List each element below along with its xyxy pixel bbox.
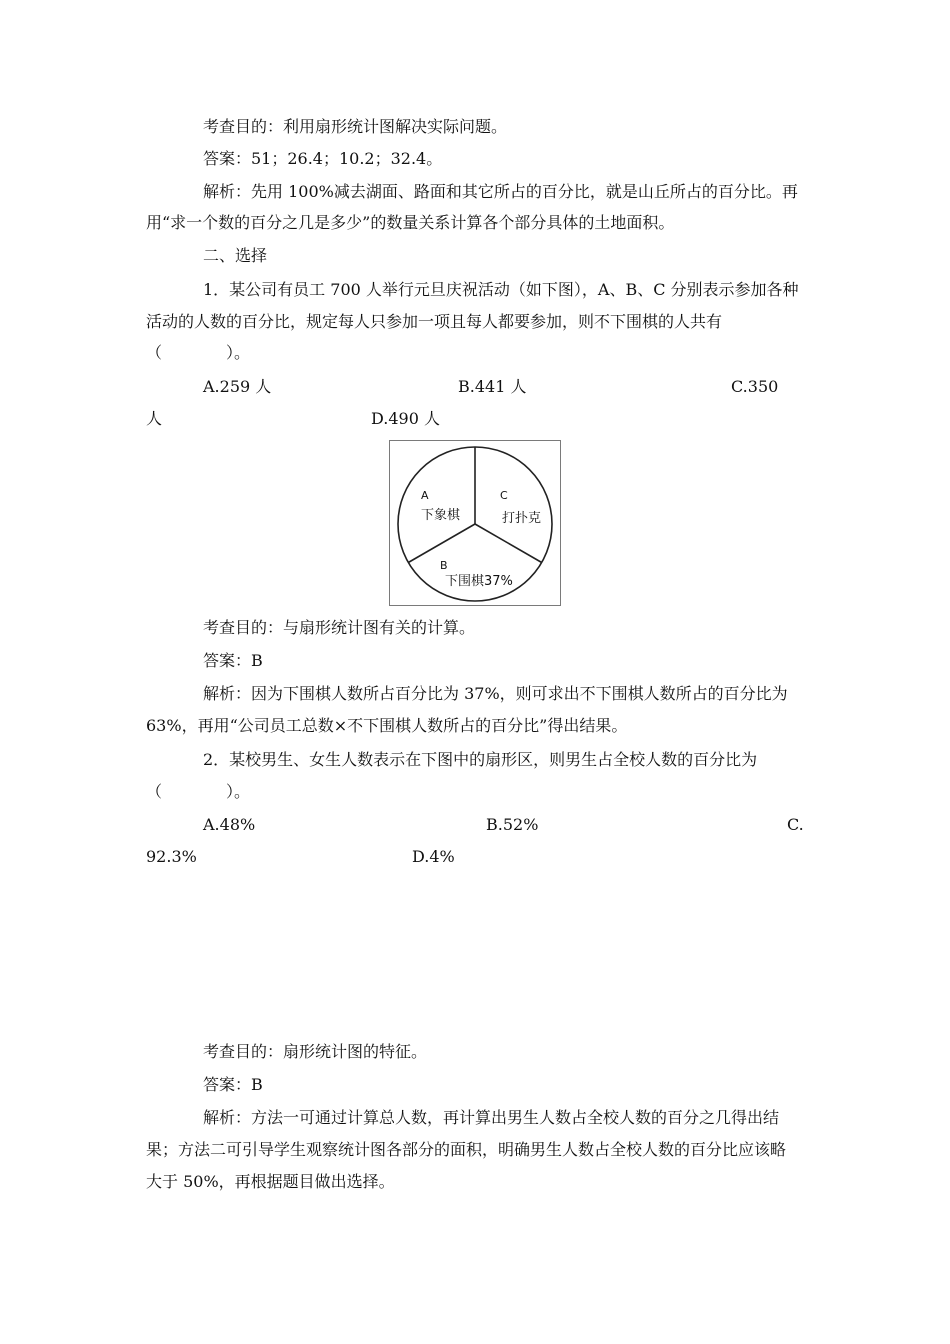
q2-purpose: 考查目的：扇形统计图的特征。 <box>203 1042 428 1061</box>
q1-option-c-cont: 人 <box>146 409 163 428</box>
q2-option-b: B.52% <box>486 815 539 834</box>
q2-analysis-line3: 大于 50%，再根据题目做出选择。 <box>146 1172 395 1191</box>
q1-option-a: A.259 人 <box>203 377 272 396</box>
purpose-text-1: 考查目的：利用扇形统计图解决实际问题。 <box>203 117 508 136</box>
q1-stem-line1: 1．某公司有员工 700 人举行元旦庆祝活动（如下图），A、B、C 分别表示参加各种 <box>203 280 799 299</box>
pie-slice-letter-a: A <box>421 489 429 502</box>
analysis-text-1b: 用“求一个数的百分之几是多少”的数量关系计算各个部分具体的土地面积。 <box>146 213 675 232</box>
q1-blank: （ ）。 <box>146 343 251 362</box>
pie-chart <box>390 441 560 605</box>
q2-option-a: A.48% <box>203 815 256 834</box>
q1-option-d: D.490 人 <box>371 409 440 428</box>
q1-option-b: B.441 人 <box>458 377 527 396</box>
q1-analysis-line2: 63%，再用“公司员工总数×不下围棋人数所占的百分比”得出结果。 <box>146 716 628 735</box>
pie-slice-label-a: 下象棋 <box>421 508 461 523</box>
pie-slice-label-c: 打扑克 <box>502 511 542 526</box>
q2-analysis-line1: 解析：方法一可通过计算总人数，再计算出男生人数占全校人数的百分之几得出结 <box>203 1108 780 1127</box>
q1-purpose: 考查目的：与扇形统计图有关的计算。 <box>203 618 476 637</box>
q2-option-c-cont: 92.3% <box>146 847 197 866</box>
q2-answer: 答案：B <box>203 1075 263 1094</box>
q1-stem-line2: 活动的人数的百分比，规定每人只参加一项且每人都要参加，则不下围棋的人共有 <box>146 312 723 331</box>
q2-analysis-line2: 果；方法二可引导学生观察统计图各部分的面积，明确男生人数占全校人数的百分比应该略 <box>146 1140 787 1159</box>
answer-text-1: 答案：51；26.4；10.2；32.4。 <box>203 149 443 168</box>
q2-option-d: D.4% <box>412 847 455 866</box>
pie-chart-figure <box>389 440 561 606</box>
pie-slice-label-b: 下围棋37% <box>445 574 513 589</box>
q2-blank: （ ）。 <box>146 782 251 801</box>
analysis-text-1a: 解析：先用 100%减去湖面、路面和其它所占的百分比，就是山丘所占的百分比。再 <box>203 182 798 201</box>
q1-analysis-line1: 解析：因为下围棋人数所占百分比为 37%，则可求出不下围棋人数所占的百分比为 <box>203 684 788 703</box>
section-heading: 二、选择 <box>203 246 268 265</box>
q1-option-c: C.350 <box>731 377 779 396</box>
q2-stem-line1: 2．某校男生、女生人数表示在下图中的扇形区，则男生占全校人数的百分比为 <box>203 750 758 769</box>
pie-slice-letter-c: C <box>500 489 508 502</box>
q2-option-c: C. <box>787 815 804 834</box>
pie-slice-letter-b: B <box>440 559 448 572</box>
q1-answer: 答案：B <box>203 651 263 670</box>
